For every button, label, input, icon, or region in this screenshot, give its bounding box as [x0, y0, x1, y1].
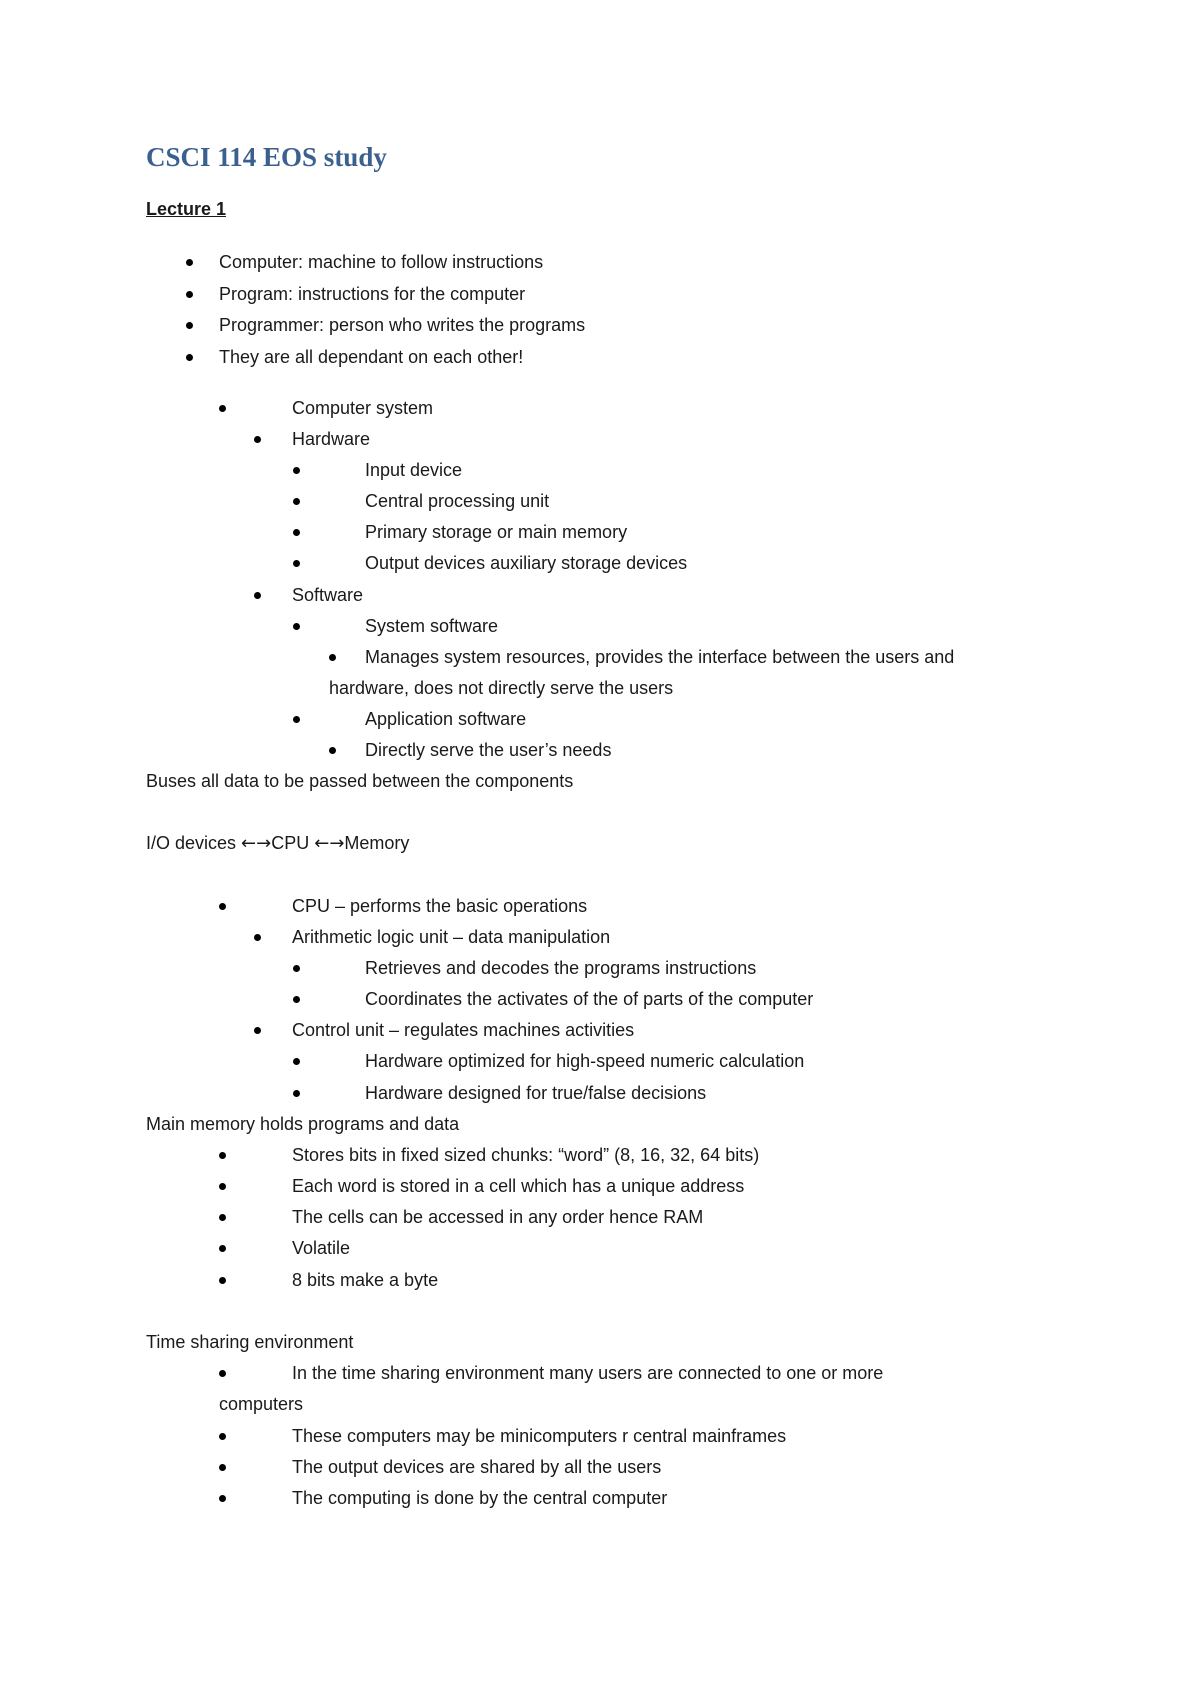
bullet-icon: [254, 934, 261, 941]
bullet-icon: [219, 1495, 226, 1502]
bullet-icon: [293, 529, 300, 536]
list-item: Hardware optimized for high-speed numeric calculation: [365, 1051, 805, 1071]
bullet-icon: [219, 1152, 226, 1159]
list-item-continuation: hardware, does not directly serve the users: [329, 678, 674, 698]
list-item: Computer: machine to follow instructions: [219, 252, 544, 272]
list-item: The output devices are shared by all the users: [292, 1457, 662, 1477]
bullet-icon: [329, 654, 336, 661]
bullet-icon: [254, 1027, 261, 1034]
bullet-icon: [219, 1277, 226, 1284]
list-item: Each word is stored in a cell which has a unique address: [292, 1176, 745, 1196]
list-item: Software: [292, 585, 364, 605]
list-item: System software: [365, 616, 499, 636]
list-item: Retrieves and decodes the programs instructions: [365, 958, 757, 978]
bullet-icon: [293, 560, 300, 567]
list-item: Application software: [365, 709, 527, 729]
list-item: Input device: [365, 460, 463, 480]
bullet-icon: [186, 322, 193, 329]
list-item: 8 bits make a byte: [292, 1270, 439, 1290]
list-item: Output devices auxiliary storage devices: [365, 553, 688, 573]
page-title: CSCI 114 EOS study: [146, 142, 387, 172]
bullet-icon: [293, 1090, 300, 1097]
bullet-icon: [219, 1214, 226, 1221]
lecture-heading: Lecture 1: [146, 199, 227, 219]
bullet-icon: [219, 405, 226, 412]
list-item: In the time sharing environment many users are connected to one or more: [292, 1363, 884, 1383]
bullet-icon: [293, 716, 300, 723]
bullet-icon: [293, 467, 300, 474]
list-item: Central processing unit: [365, 491, 550, 511]
bullet-icon: [186, 259, 193, 266]
section-heading: Main memory holds programs and data: [146, 1114, 460, 1134]
list-item: Computer system: [292, 398, 434, 418]
list-item: These computers may be minicomputers r central mainframes: [292, 1426, 787, 1446]
bidirectional-arrow-icon: ←→: [241, 833, 272, 854]
list-item: Coordinates the activates of the of parts of the computer: [365, 989, 814, 1009]
list-item: The computing is done by the central computer: [292, 1488, 668, 1508]
list-item: Manages system resources, provides the interface between the users and: [365, 647, 955, 667]
bullet-icon: [329, 747, 336, 754]
bullet-icon: [219, 1370, 226, 1377]
bullet-icon: [254, 592, 261, 599]
list-item-continuation: computers: [219, 1394, 304, 1414]
bullet-icon: [254, 436, 261, 443]
bullet-icon: [293, 498, 300, 505]
bullet-icon: [186, 354, 193, 361]
list-item: Hardware: [292, 429, 371, 449]
io-line: [146, 832, 409, 855]
list-item: Primary storage or main memory: [365, 522, 628, 542]
list-item: They are all dependant on each other!: [219, 347, 524, 367]
io-label: I/O devices: [146, 833, 242, 853]
bullet-icon: [293, 996, 300, 1003]
list-item: Hardware designed for true/false decisions: [365, 1083, 707, 1103]
memory-label: Memory: [344, 833, 410, 853]
cpu-label: CPU: [271, 833, 315, 853]
paragraph: Buses all data to be passed between the components: [146, 771, 574, 791]
bullet-icon: [219, 1245, 226, 1252]
list-item: The cells can be accessed in any order hence RAM: [292, 1207, 704, 1227]
bidirectional-arrow-icon: ←→: [314, 833, 345, 854]
bullet-icon: [293, 965, 300, 972]
section-heading: Time sharing environment: [146, 1332, 354, 1352]
bullet-icon: [293, 1058, 300, 1065]
bullet-icon: [219, 903, 226, 910]
list-item: Volatile: [292, 1238, 351, 1258]
list-item: Programmer: person who writes the programs: [219, 315, 586, 335]
list-item: Program: instructions for the computer: [219, 284, 526, 304]
bullet-icon: [219, 1464, 226, 1471]
list-item: CPU – performs the basic operations: [292, 896, 588, 916]
bullet-icon: [219, 1183, 226, 1190]
list-item: Stores bits in fixed sized chunks: “word” (8, 16, 32, 64 bits): [292, 1145, 760, 1165]
bullet-icon: [219, 1433, 226, 1440]
list-item: Arithmetic logic unit – data manipulation: [292, 927, 611, 947]
bullet-icon: [186, 291, 193, 298]
list-item: Control unit – regulates machines activities: [292, 1020, 635, 1040]
list-item: Directly serve the user’s needs: [365, 740, 612, 760]
bullet-icon: [293, 623, 300, 630]
